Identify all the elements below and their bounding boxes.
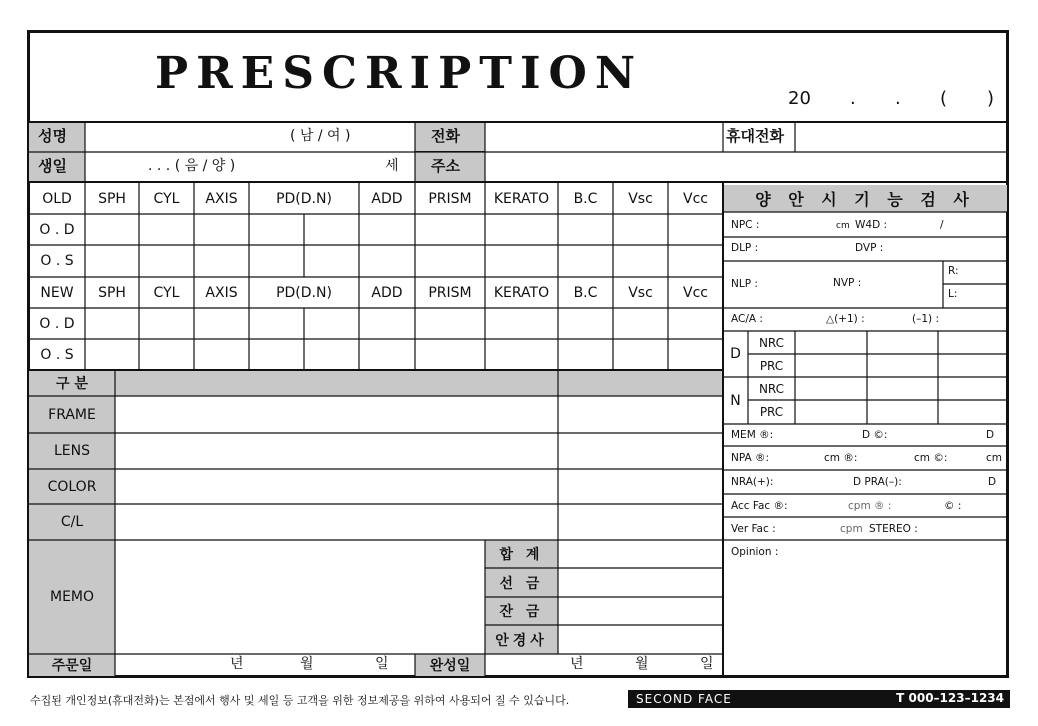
date-year-prefix: 20 (788, 88, 811, 109)
new-header-cell: AXIS (205, 284, 238, 301)
order-year: 년 (230, 656, 244, 672)
done-year: 년 (570, 656, 584, 672)
category-row-label: C/L (60, 514, 84, 530)
old-header-cell: PRISM (428, 190, 472, 207)
category-header: 구 분 (56, 376, 88, 392)
old-header-cell: PD(D.N) (276, 190, 332, 207)
date-paren-open: ( (940, 88, 948, 109)
old-header-cell: Vcc (683, 190, 708, 207)
w4d-label: W4D : (855, 219, 888, 231)
address-label: 주소 (431, 157, 460, 175)
eye-row-label: O . D (39, 315, 75, 332)
nrc-label: NRC (758, 381, 785, 396)
date-dot: . (895, 88, 901, 109)
totals-label: 안경사 (495, 632, 548, 649)
brand-name: SECOND FACE (636, 692, 732, 706)
old-header-cell: SPH (98, 190, 126, 207)
category-row-label: LENS (53, 443, 90, 459)
footer-bar (628, 690, 1010, 708)
mem-label: MEM ®: (731, 429, 774, 441)
birth-label: 생일 (38, 157, 67, 175)
new-header-cell: NEW (40, 284, 74, 301)
old-header-cell: KERATO (493, 190, 550, 207)
nra-label: NRA(+): (731, 476, 774, 488)
aca-label: AC/A : (731, 313, 763, 325)
totals-label: 합 계 (499, 547, 544, 563)
totals-label: 선 금 (499, 575, 544, 592)
category-row-label: FRAME (48, 406, 96, 423)
date-paren-close: ) (987, 88, 995, 109)
opinion-label: Opinion : (731, 546, 779, 558)
old-header-cell: OLD (42, 190, 72, 207)
delta-plus-label: △(+1) : (826, 313, 865, 325)
birth-text: . . . ( 음 / 양 ) (148, 158, 236, 174)
totals-label: 잔 금 (499, 604, 544, 620)
w4d-separator: / (940, 219, 944, 231)
ver-fac-label: Ver Fac : (731, 523, 776, 535)
npc-unit: cm (836, 221, 850, 231)
n-label: N (730, 392, 741, 409)
prc-label: PRC (759, 358, 784, 373)
new-header-cell: Vsc (628, 284, 653, 301)
acc-cpm: cpm ® : (848, 500, 892, 512)
done-date-label: 완성일 (429, 658, 471, 674)
nvp-label: NVP : (833, 277, 862, 289)
nrc-label: NRC (758, 335, 785, 350)
ver-cpm: cpm (840, 523, 863, 535)
new-header-cell: CYL (153, 284, 180, 301)
mem-d-label: D ©: (862, 429, 888, 441)
npa-cm1: cm ®: (824, 452, 858, 464)
done-day: 일 (700, 656, 714, 672)
new-header-cell: Vcc (683, 284, 708, 301)
mobile-label: 휴대전화 (726, 127, 784, 145)
footer-phone: T 000–123–1234 (896, 691, 1004, 705)
r-label: R: (948, 265, 959, 277)
npa-cm2: cm ©: (914, 452, 948, 464)
phone-label: 전화 (431, 127, 460, 145)
minus-one-label: (–1) : (912, 313, 939, 325)
acc-l: © : (944, 500, 962, 512)
pra-label: D PRA(–): (853, 476, 902, 488)
memo-label: MEMO (49, 589, 95, 605)
new-header-cell: PD(D.N) (276, 284, 332, 301)
eye-row-label: O . S (40, 346, 74, 363)
binocular-title: 양 안 시 기 능 검 사 (755, 190, 975, 209)
dlp-label: DLP : (731, 242, 759, 254)
old-header-cell: Vsc (628, 190, 653, 207)
name-label: 성명 (38, 127, 67, 145)
order-day: 일 (375, 656, 389, 672)
mem-d2-label: D (986, 429, 995, 441)
eye-row-label: O . D (39, 221, 75, 238)
old-header-cell: CYL (153, 190, 180, 207)
dvp-label: DVP : (855, 242, 884, 254)
order-date-label: 주문일 (51, 658, 93, 674)
l-label: L: (948, 288, 958, 300)
acc-fac-label: Acc Fac ®: (731, 500, 788, 512)
age-suffix: 세 (385, 158, 399, 174)
nlp-label: NLP : (731, 278, 758, 290)
old-header-cell: B.C (573, 190, 598, 207)
new-header-cell: KERATO (493, 284, 550, 301)
page-title: PRESCRIPTION (155, 48, 644, 99)
nra-d2: D (988, 476, 997, 488)
privacy-notice: 수집된 개인정보(휴대전화)는 본점에서 행사 및 세일 등 고객을 위한 정보제공을 위하여 사용되어 질 수 있습니다. (30, 694, 570, 707)
old-header-cell: ADD (371, 190, 403, 207)
date-dot: . (850, 88, 856, 109)
new-header-cell: PRISM (428, 284, 472, 301)
npa-label: NPA ®: (731, 452, 770, 464)
order-month: 월 (300, 656, 314, 672)
gender-text: ( 남 / 여 ) (290, 128, 351, 144)
prc-label: PRC (759, 405, 784, 419)
divider (415, 123, 485, 152)
npc-label: NPC : (731, 219, 760, 231)
new-header-cell: B.C (573, 284, 598, 301)
npa-cm3: cm (986, 452, 1003, 464)
stereo-label: STEREO : (869, 523, 918, 535)
eye-row-label: O . S (40, 253, 74, 269)
old-header-cell: AXIS (205, 190, 238, 207)
new-header-cell: SPH (98, 284, 126, 301)
done-month: 월 (635, 656, 649, 672)
new-header-cell: ADD (371, 284, 403, 301)
category-row-label: COLOR (47, 478, 97, 495)
d-label: D (730, 346, 741, 362)
